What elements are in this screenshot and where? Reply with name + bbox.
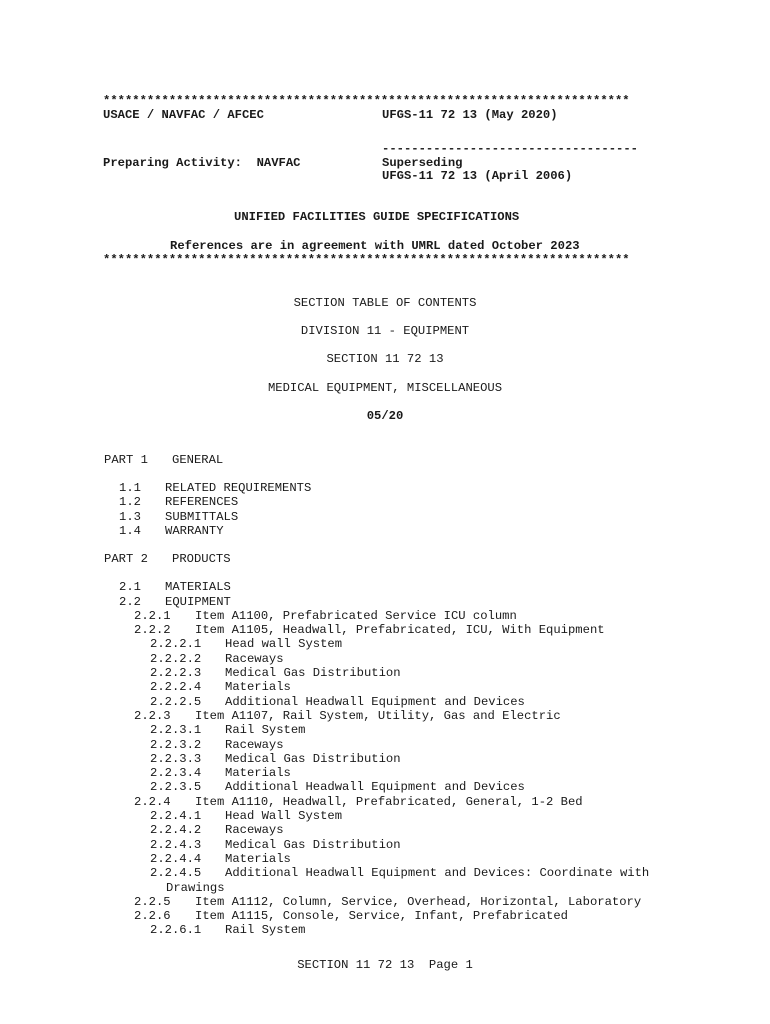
toc-title: SECTION TABLE OF CONTENTS <box>293 296 477 310</box>
toc-entry-label: RELATED REQUIREMENTS <box>165 481 312 495</box>
toc-entry <box>166 881 225 895</box>
toc-entry-number: 2.2.3 <box>134 708 171 723</box>
toc-entry-label: MATERIALS <box>165 580 231 595</box>
toc-entry-label: Item A1115, Console, Service, Infant, Prefabricated <box>195 909 568 924</box>
toc-entry <box>150 866 649 880</box>
toc-entry-label: SUBMITTALS <box>165 509 239 524</box>
toc-entry <box>119 481 311 495</box>
toc-entry-number: 2.2.1 <box>134 608 171 623</box>
toc-entry-label: Medical Gas Distribution <box>225 751 401 766</box>
toc-entry-label: REFERENCES <box>165 495 239 510</box>
toc-entry-number: 2.2.4 <box>134 794 171 809</box>
toc-entry <box>119 595 231 609</box>
toc-entry-label: Item A1100, Prefabricated Service ICU column <box>195 608 517 623</box>
toc-entry-label: PRODUCTS <box>172 552 231 567</box>
toc-entry <box>150 809 342 823</box>
toc-entry <box>150 766 291 780</box>
toc-entry-label: EQUIPMENT <box>165 594 231 609</box>
toc-entry <box>119 510 238 524</box>
top-star-rule: ************************************************************************ <box>103 94 630 108</box>
toc-entry-number: 1.4 <box>119 523 141 538</box>
toc-entry-label: Additional Headwall Equipment and Devices: Coordinate with <box>225 866 650 881</box>
toc-entry <box>134 895 641 909</box>
toc-entry-label: Head wall System <box>225 637 343 652</box>
toc-entry <box>150 637 342 651</box>
toc-entry-number: 2.2.2.1 <box>150 637 202 652</box>
toc-entry-label: Materials <box>225 766 291 781</box>
toc-entry-number: 2.2.6 <box>134 909 171 924</box>
toc-entry-label: Item A1110, Headwall, Prefabricated, General, 1-2 Bed <box>195 794 583 809</box>
section-name: MEDICAL EQUIPMENT, MISCELLANEOUS <box>267 381 503 395</box>
toc-entry-number: 2.2.3.2 <box>150 737 202 752</box>
toc-entry-label: Raceways <box>225 737 284 752</box>
toc-entry <box>150 752 401 766</box>
toc-entry-number: PART 1 <box>104 453 148 467</box>
toc-entry-label: Item A1112, Column, Service, Overhead, Horizontal, Laboratory <box>195 894 642 909</box>
toc-entry-label: Item A1105, Headwall, Prefabricated, ICU, With Equipment <box>195 623 605 638</box>
toc-entry-label: Additional Headwall Equipment and Devices <box>225 694 525 709</box>
toc-entry-number: 2.2.2 <box>134 623 171 638</box>
toc-entry-number: 2.2.2.2 <box>150 651 202 666</box>
toc-entry-number: 2.2.3.4 <box>150 766 202 781</box>
toc-entry-number: 2.2.3.1 <box>150 723 202 738</box>
toc-entry-number: 2.2.6.1 <box>150 923 202 938</box>
toc-part-heading <box>104 552 231 566</box>
toc-entry-label: Additional Headwall Equipment and Devices <box>225 780 525 795</box>
toc-entry-label: Raceways <box>225 823 284 838</box>
toc-entry-label: Medical Gas Distribution <box>225 837 401 852</box>
toc-entry-number: 2.1 <box>119 580 141 595</box>
toc-entry <box>150 666 401 680</box>
toc-entry-number: 2.2.3.3 <box>150 751 202 766</box>
toc-entry-label: Raceways <box>225 651 284 666</box>
toc-entry-label: Item A1107, Rail System, Utility, Gas and Electric <box>195 708 561 723</box>
toc-entry-number: 2.2.4.1 <box>150 809 202 823</box>
toc-entry <box>134 623 605 637</box>
toc-entry <box>150 852 291 866</box>
toc-entry <box>119 580 231 594</box>
toc-entry-label: Rail System <box>225 923 306 938</box>
bottom-star-rule: ************************************************************************ <box>103 253 630 267</box>
toc-entry-number: 2.2.4.2 <box>150 823 202 838</box>
toc-entry <box>150 838 401 852</box>
toc-entry <box>119 495 238 509</box>
toc-entry-number: 2.2.5 <box>134 894 171 909</box>
spec-id: UFGS-11 72 13 (May 2020) <box>382 108 558 122</box>
section-number: SECTION 11 72 13 <box>326 352 444 366</box>
toc-part-heading <box>104 453 223 467</box>
toc-entry <box>150 780 525 794</box>
toc-entry-label: GENERAL <box>172 453 224 467</box>
toc-entry <box>134 795 583 809</box>
toc-entry-label: WARRANTY <box>165 523 224 538</box>
toc-entry <box>150 923 305 937</box>
division-title: DIVISION 11 - EQUIPMENT <box>300 324 470 338</box>
toc-entry-number: 2.2.4.3 <box>150 837 202 852</box>
toc-entry-label: Rail System <box>225 723 306 738</box>
toc-entry <box>150 695 525 709</box>
guide-title: UNIFIED FACILITIES GUIDE SPECIFICATIONS <box>234 210 520 224</box>
toc-entry-number: 2.2 <box>119 594 141 609</box>
dash-rule: ----------------------------------- <box>382 142 638 156</box>
page-footer: SECTION 11 72 13 Page 1 <box>297 958 473 972</box>
toc-entry-number: 2.2.2.3 <box>150 666 202 680</box>
toc-entry <box>119 524 224 538</box>
toc-entry-label: Materials <box>225 851 291 866</box>
toc-entry <box>150 823 284 837</box>
toc-entry <box>134 909 568 923</box>
preparing-activity: Preparing Activity: NAVFAC <box>103 156 301 170</box>
toc-entry <box>134 709 561 723</box>
toc-entry-label: Drawings <box>166 880 225 895</box>
toc-entry-number: 2.2.3.5 <box>150 780 202 795</box>
section-date: 05/20 <box>366 409 404 423</box>
toc-entry-label: Head Wall System <box>225 809 343 823</box>
toc-entry-number: PART 2 <box>104 552 148 567</box>
superseding-label: Superseding <box>382 156 463 170</box>
toc-entry-number: 2.2.4.4 <box>150 851 202 866</box>
toc-entry-number: 2.2.2.5 <box>150 694 202 709</box>
superseded-id: UFGS-11 72 13 (April 2006) <box>382 169 573 183</box>
toc-entry-number: 2.2.2.4 <box>150 680 202 695</box>
references-note: References are in agreement with UMRL dated October 2023 <box>170 239 580 253</box>
toc-entry <box>150 723 305 737</box>
toc-entry <box>150 680 291 694</box>
organizations: USACE / NAVFAC / AFCEC <box>103 108 264 122</box>
toc-entry <box>150 652 284 666</box>
toc-entry-number: 1.1 <box>119 481 141 495</box>
toc-entry <box>134 609 517 623</box>
toc-entry-number: 1.2 <box>119 495 141 510</box>
toc-entry-number: 1.3 <box>119 509 141 524</box>
toc-entry-number: 2.2.4.5 <box>150 866 202 881</box>
toc-entry-label: Medical Gas Distribution <box>225 666 401 680</box>
toc-entry-label: Materials <box>225 680 291 695</box>
toc-entry <box>150 738 284 752</box>
